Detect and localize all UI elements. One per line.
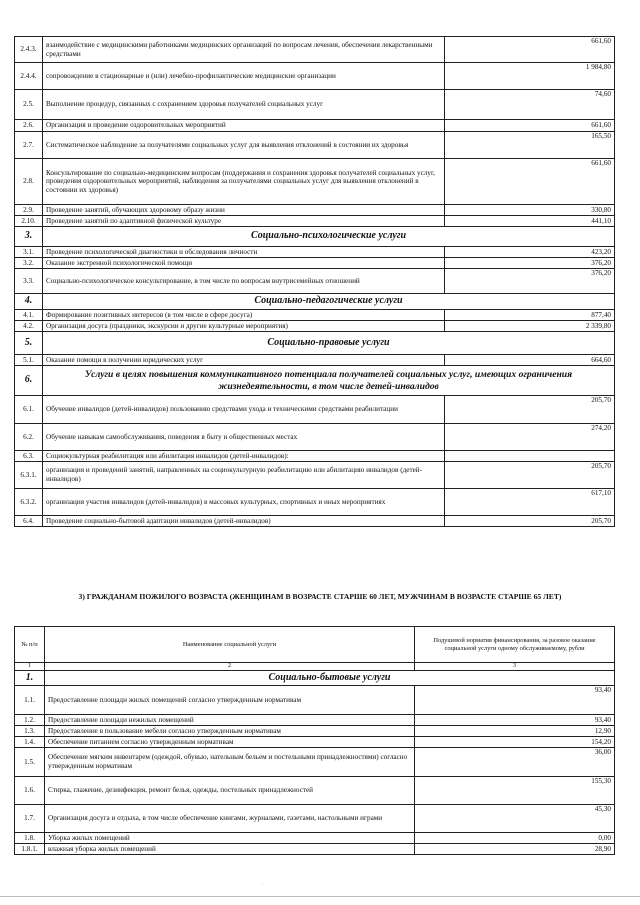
header-service-name: Наименование социальной услуги bbox=[45, 627, 415, 663]
table-row bbox=[15, 516, 615, 527]
service-name: взаимодействие с медицинскими работниками медицинских организаций по вопросам лечения, обеспечения лекарственными средствами bbox=[43, 37, 445, 63]
service-name: Организация досуга и отдыха, в том числе обеспечение книгами, журналами, газетами, настольными играми bbox=[45, 805, 415, 833]
service-number: 4.1. bbox=[15, 310, 43, 321]
section-row bbox=[15, 294, 615, 310]
service-number: 6.3.1. bbox=[15, 462, 43, 489]
service-name: Обеспечение мягким инвентарем (одеждой, обувью, нательным бельем и постельными принадлежностями) согласно утвержденным нормативам bbox=[45, 748, 415, 777]
norm-value: 154,20 bbox=[415, 737, 615, 748]
section-title: Социально-педагогические услуги bbox=[43, 294, 615, 310]
service-number: 1.7. bbox=[15, 805, 45, 833]
norm-value: 74,60 bbox=[445, 90, 615, 120]
section-title: Социально-бытовые услуги bbox=[45, 671, 615, 686]
service-number: 2.8. bbox=[15, 159, 43, 205]
norm-value: 1 984,80 bbox=[445, 63, 615, 90]
service-name: организация участия инвалидов (детей-инвалидов) в массовых культурных, спортивных и иных мероприятиях bbox=[43, 489, 445, 516]
norm-value: 617,10 bbox=[445, 489, 615, 516]
norm-value: 330,80 bbox=[445, 205, 615, 216]
table-row bbox=[15, 90, 615, 120]
service-number: 1.1. bbox=[15, 686, 45, 715]
service-name: Проведение занятий по адаптивной физической культуре bbox=[43, 216, 445, 227]
table-row bbox=[15, 489, 615, 516]
norm-value: 36,00 bbox=[415, 748, 615, 777]
table-row bbox=[15, 321, 615, 332]
service-number: 5.1. bbox=[15, 355, 43, 366]
service-number: 2.4.4. bbox=[15, 63, 43, 90]
section-number: 4. bbox=[15, 294, 43, 310]
service-number: 1.2. bbox=[15, 715, 45, 726]
service-number: 1.5. bbox=[15, 748, 45, 777]
service-number: 6.4. bbox=[15, 516, 43, 527]
service-name: влажная уборка жилых помещений bbox=[45, 844, 415, 855]
table-row bbox=[15, 451, 615, 462]
section-number: 6. bbox=[15, 366, 43, 396]
norm-value: 376,20 bbox=[445, 269, 615, 294]
service-number: 6.3.2. bbox=[15, 489, 43, 516]
service-name: сопровождение в стационарные и (или) лечебно-профилактические медицинские организации bbox=[43, 63, 445, 90]
service-name: Оказание экстренной психологической помощи bbox=[43, 258, 445, 269]
section-number: 1. bbox=[15, 671, 45, 686]
service-number: 1.6. bbox=[15, 777, 45, 805]
service-name: Обучение навыкам самообслуживания, поведения в быту и общественных местах bbox=[43, 424, 445, 451]
column-index: 1 bbox=[15, 663, 45, 671]
services-table-continued bbox=[14, 36, 615, 527]
table-row bbox=[15, 120, 615, 132]
table-row bbox=[15, 715, 615, 726]
service-number: 1.8.1. bbox=[15, 844, 45, 855]
norm-value: 274,20 bbox=[445, 424, 615, 451]
table-row bbox=[15, 269, 615, 294]
norm-value: 45,30 bbox=[415, 805, 615, 833]
table-row bbox=[15, 132, 615, 159]
page-edge-line bbox=[0, 896, 640, 897]
norm-value: 661,60 bbox=[445, 159, 615, 205]
section-title: Социально-правовые услуги bbox=[43, 332, 615, 355]
table-row bbox=[15, 37, 615, 63]
section-title: Услуги в целях повышения коммуникативного потенциала получателей социальных услуг, имеющих ограничения жизнедеятельности, в том числе детей-инвалидов bbox=[43, 366, 615, 396]
section-row bbox=[15, 227, 615, 247]
service-name: Организация досуга (праздники, экскурсии и другие культурные мероприятия) bbox=[43, 321, 445, 332]
header-number: № п/п bbox=[15, 627, 45, 663]
table-row bbox=[15, 844, 615, 855]
service-number: 6.1. bbox=[15, 396, 43, 424]
section-title: Социально-психологические услуги bbox=[43, 227, 615, 247]
service-number: 2.7. bbox=[15, 132, 43, 159]
service-name: Организация и проведение оздоровительных мероприятий bbox=[43, 120, 445, 132]
service-name: Предоставление площади нежилых помещений bbox=[45, 715, 415, 726]
service-number: 6.2. bbox=[15, 424, 43, 451]
table-row bbox=[15, 777, 615, 805]
table-row bbox=[15, 726, 615, 737]
service-number: 1.4. bbox=[15, 737, 45, 748]
table-row bbox=[15, 355, 615, 366]
norm-value: 661,60 bbox=[445, 37, 615, 63]
column-index: 2 bbox=[45, 663, 415, 671]
norm-value: 205,70 bbox=[445, 396, 615, 424]
norm-value: 12,90 bbox=[415, 726, 615, 737]
norm-value: 93,40 bbox=[415, 686, 615, 715]
service-number: 1.8. bbox=[15, 833, 45, 844]
table-row bbox=[15, 205, 615, 216]
norm-value: 441,10 bbox=[445, 216, 615, 227]
table-row bbox=[15, 63, 615, 90]
norm-value: 165,50 bbox=[445, 132, 615, 159]
service-number: 2.4.3. bbox=[15, 37, 43, 63]
scan-mark: · bbox=[262, 882, 264, 887]
table-row bbox=[15, 310, 615, 321]
service-name: Социально-психологическое консультирование, в том числе по вопросам внутрисемейных отношений bbox=[43, 269, 445, 294]
service-number: 2.10. bbox=[15, 216, 43, 227]
table-row bbox=[15, 686, 615, 715]
norm-value: 2 339,80 bbox=[445, 321, 615, 332]
norm-value: 877,40 bbox=[445, 310, 615, 321]
section-row bbox=[15, 332, 615, 355]
norm-value: 93,40 bbox=[415, 715, 615, 726]
table-row bbox=[15, 159, 615, 205]
table-row bbox=[15, 748, 615, 777]
table-row bbox=[15, 216, 615, 227]
service-name: Уборка жилых помещений bbox=[45, 833, 415, 844]
service-number: 2.9. bbox=[15, 205, 43, 216]
table-row bbox=[15, 258, 615, 269]
section-row bbox=[15, 366, 615, 396]
service-name: Выполнение процедур, связанных с сохранением здоровья получателей социальных услуг bbox=[43, 90, 445, 120]
norm-value: 205,70 bbox=[445, 516, 615, 527]
table-header-row bbox=[15, 627, 615, 663]
section-heading: 3) ГРАЖДАНАМ ПОЖИЛОГО ВОЗРАСТА (ЖЕНЩИНАМ В ВОЗРАСТЕ СТАРШЕ 60 ЛЕТ, МУЖЧИНАМ В ВОЗРАСТЕ СТАРШЕ 65 ЛЕТ) bbox=[78, 592, 562, 601]
service-number: 2.5. bbox=[15, 90, 43, 120]
section-number: 5. bbox=[15, 332, 43, 355]
norm-value bbox=[445, 451, 615, 462]
norm-value: 155,30 bbox=[415, 777, 615, 805]
table-row bbox=[15, 424, 615, 451]
service-name: Формирование позитивных интересов (в том числе в сфере досуга) bbox=[43, 310, 445, 321]
service-number: 3.2. bbox=[15, 258, 43, 269]
service-name: Обучение инвалидов (детей-инвалидов) пользованию средствами ухода и техническими средствами реабилитации bbox=[43, 396, 445, 424]
table-row bbox=[15, 396, 615, 424]
column-index: 3 bbox=[415, 663, 615, 671]
service-name: Стирка, глажение, дезинфекция, ремонт белья, одежды, постельных принадлежностей bbox=[45, 777, 415, 805]
service-name: Предоставление в пользование мебели согласно утвержденным нормативам bbox=[45, 726, 415, 737]
service-name: Социокультурная реабилитация или абилитация инвалидов (детей-инвалидов): bbox=[43, 451, 445, 462]
service-number: 6.3. bbox=[15, 451, 43, 462]
table-row bbox=[15, 737, 615, 748]
table-row bbox=[15, 247, 615, 258]
service-number: 3.3. bbox=[15, 269, 43, 294]
table-row bbox=[15, 462, 615, 489]
service-name: Оказание помощи в получении юридических услуг bbox=[43, 355, 445, 366]
service-name: Проведение психологической диагностики и обследования личности bbox=[43, 247, 445, 258]
norm-value: 664,60 bbox=[445, 355, 615, 366]
norm-value: 661,60 bbox=[445, 120, 615, 132]
section-number: 3. bbox=[15, 227, 43, 247]
service-number: 4.2. bbox=[15, 321, 43, 332]
column-index-row bbox=[15, 663, 615, 671]
service-name: организация и проведений занятий, направленных на социокультурную реабилитацию или абилитацию инвалидов (детей-инвалидов) bbox=[43, 462, 445, 489]
elderly-services-table bbox=[14, 626, 615, 855]
norm-value: 423,20 bbox=[445, 247, 615, 258]
norm-value: 0,00 bbox=[415, 833, 615, 844]
service-name: Проведение занятий, обучающих здоровому образу жизни bbox=[43, 205, 445, 216]
table-row bbox=[15, 805, 615, 833]
table-row bbox=[15, 833, 615, 844]
service-name: Консультирование по социально-медицинским вопросам (поддержания и сохранения здоровья получателей социальных услуг, проведения оздоровительных мероприятий, наблюдения за получателями социальных услуг для выявления отклонений в состоянии их здоровья) bbox=[43, 159, 445, 205]
norm-value: 205,70 bbox=[445, 462, 615, 489]
service-number: 3.1. bbox=[15, 247, 43, 258]
service-number: 1.3. bbox=[15, 726, 45, 737]
norm-value: 376,20 bbox=[445, 258, 615, 269]
service-name: Проведение социально-бытовой адаптации инвалидов (детей-инвалидов) bbox=[43, 516, 445, 527]
service-name: Систематическое наблюдение за получателями социальных услуг для выявления отклонений в состоянии их здоровья bbox=[43, 132, 445, 159]
section-row bbox=[15, 671, 615, 686]
service-name: Предоставление площади жилых помещений согласно утвержденным нормативам bbox=[45, 686, 415, 715]
service-number: 2.6. bbox=[15, 120, 43, 132]
header-norm: Подушевой норматив финансирования, за разовое оказание социальной услуги одному обслуживаемому, рубли bbox=[415, 627, 615, 663]
norm-value: 28,90 bbox=[415, 844, 615, 855]
service-name: Обеспечение питанием согласно утвержденным нормативам bbox=[45, 737, 415, 748]
